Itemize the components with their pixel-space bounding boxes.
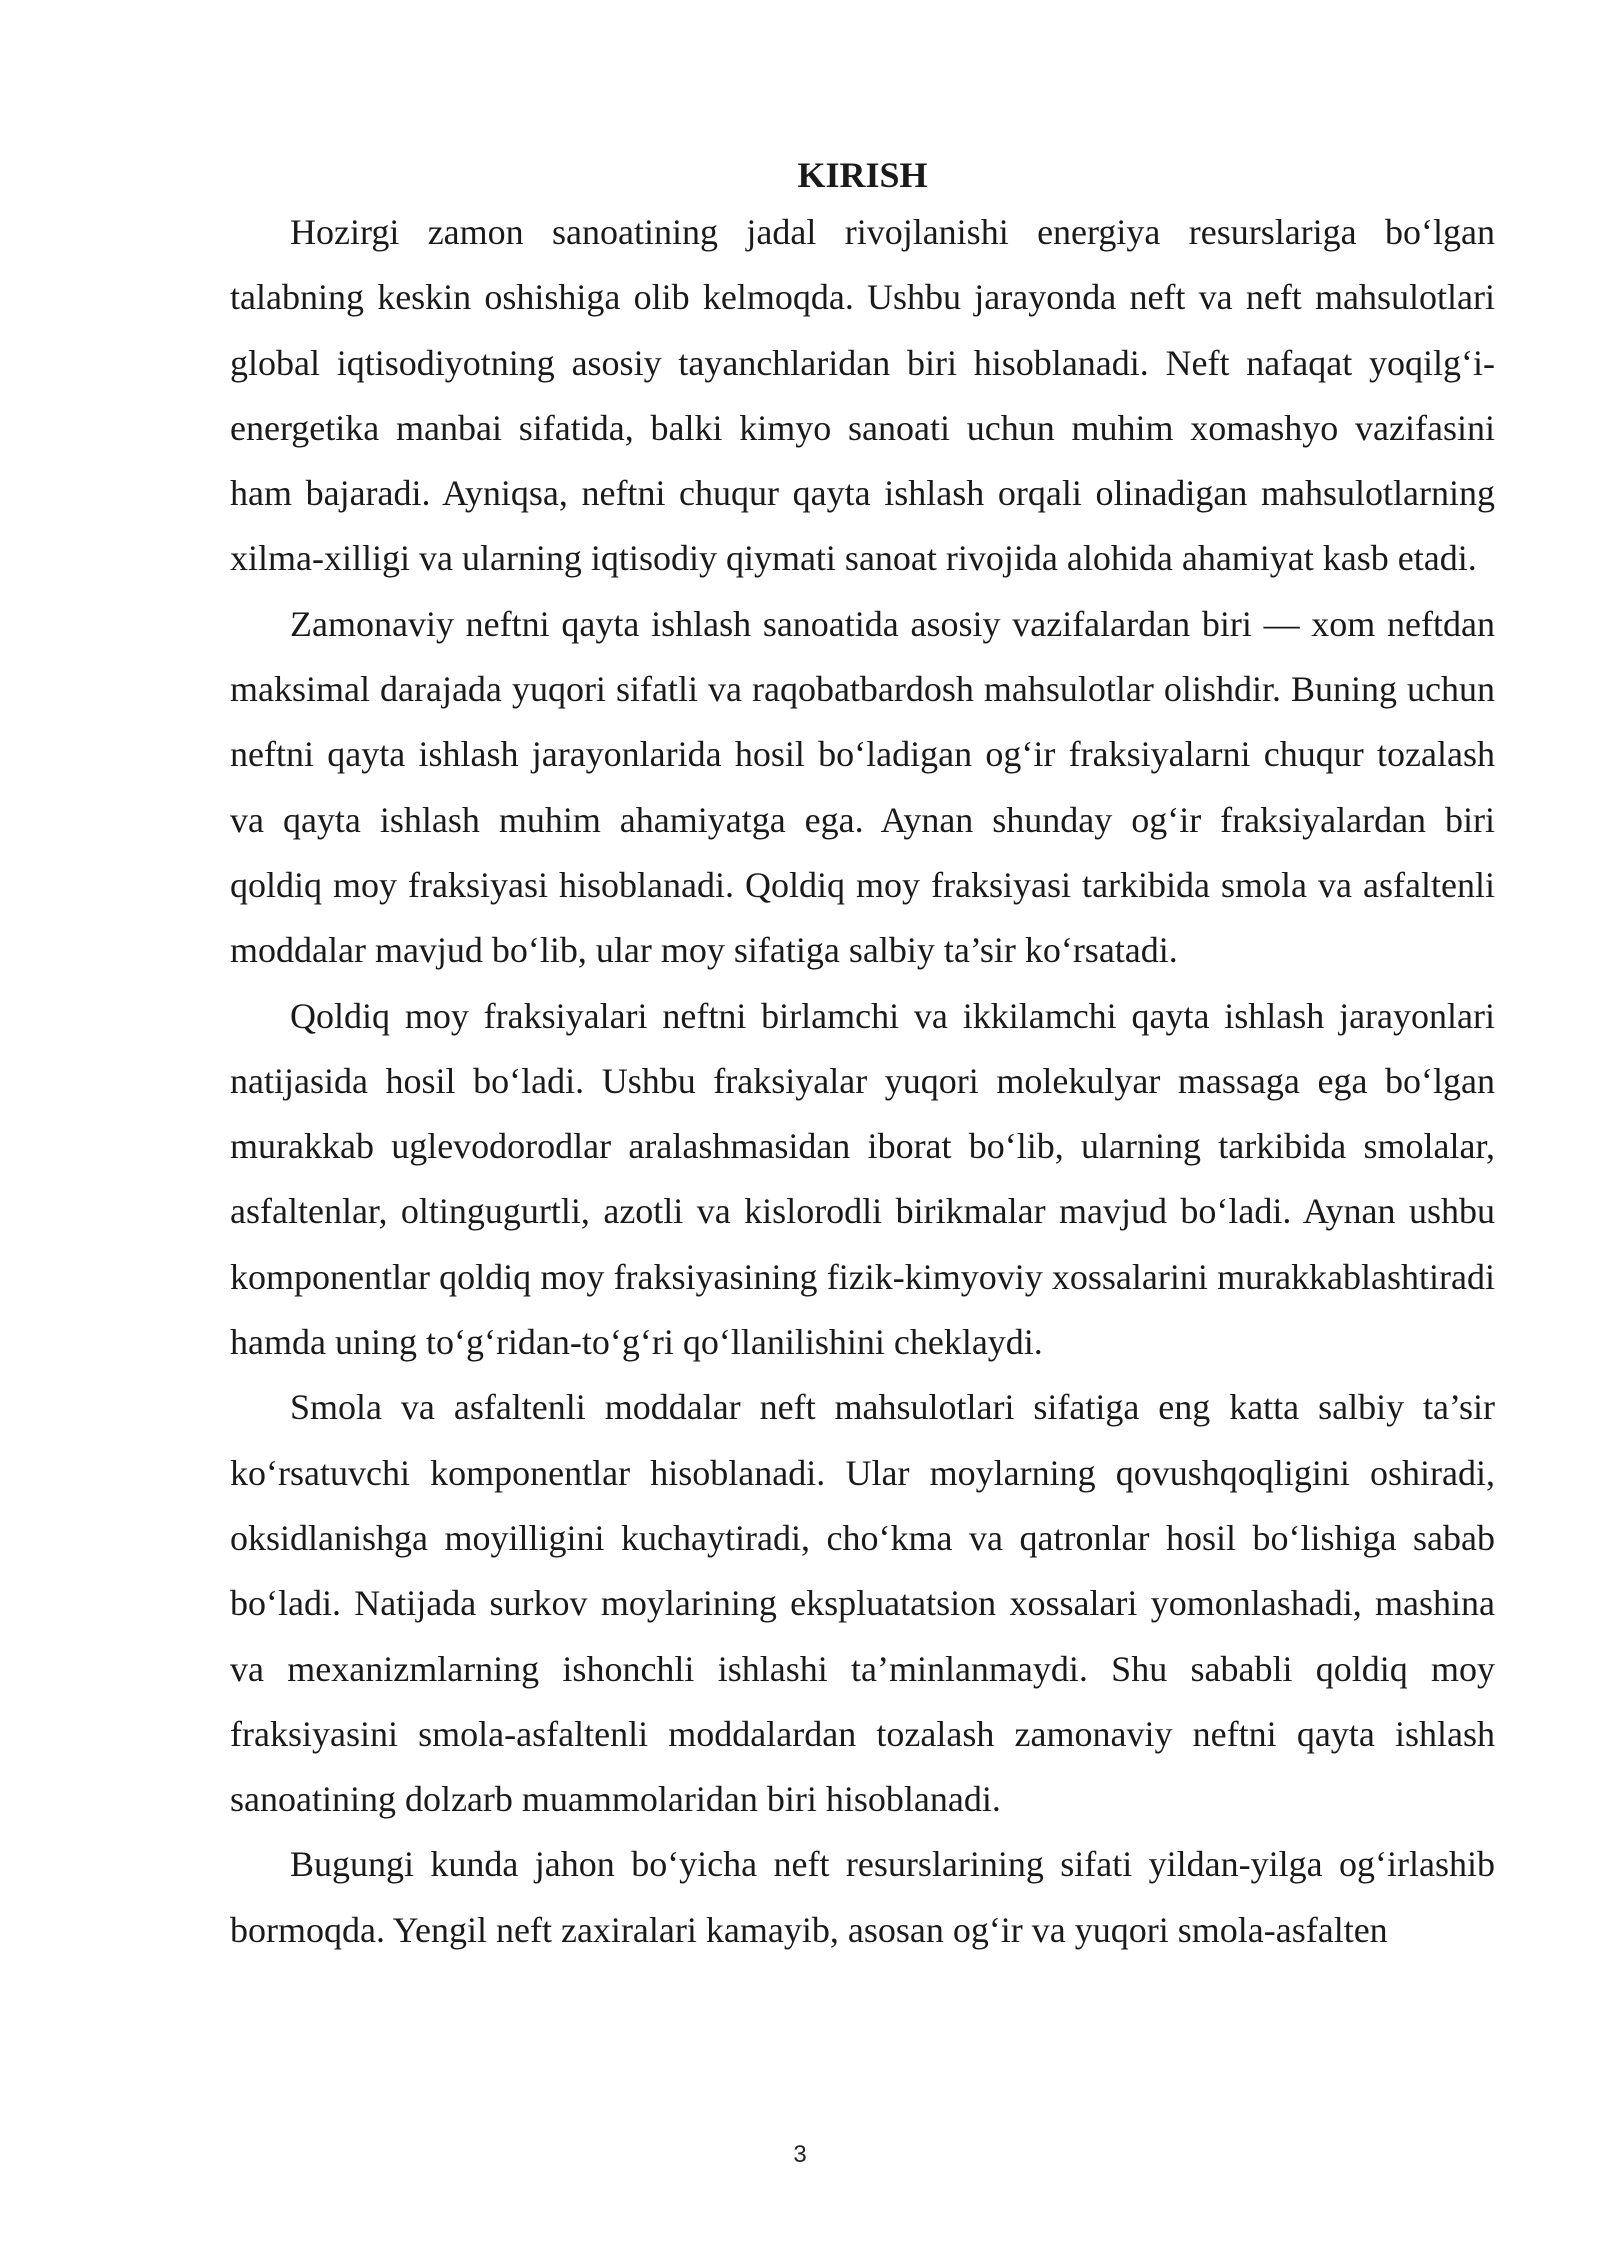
page-content — [230, 150, 1495, 1963]
paragraph-4: Smola va asfaltenli moddalar neft mahsulotlari sifatiga eng katta salbiy ta’sir ko‘rsatuvchi komponentlar hisoblanadi. Ular moylarning qovushqoqligini oshiradi, oksidlanishga moyilligini kuchaytiradi, cho‘kma va qatronlar hosil bo‘lishiga sabab bo‘ladi. Natijada surkov moylarining ekspluatatsion xossalari yomonlashadi, mashina va mexanizmlarning ishonchli ishlashi ta’minlanmaydi. Shu sababli qoldiq moy fraksiyasini smola-asfaltenli moddalardan tozalash zamonaviy neftni qayta ishlash sanoatining dolzarb muammolaridan biri hisoblanadi. — [230, 1387, 1495, 1820]
paragraph-3: Qoldiq moy fraksiyalari neftni birlamchi va ikkilamchi qayta ishlash jarayonlari natijasida hosil bo‘ladi. Ushbu fraksiyalar yuqori molekulyar massaga ega bo‘lgan murakkab uglevodorodlar aralashmasidan iborat bo‘lib, ularning tarkibida smolalar, asfaltenlar, oltingugurtli, azotli va kislorodli birikmalar mavjud bo‘ladi. Aynan ushbu komponentlar qoldiq moy fraksiyasining fizik-kimyoviy xossalarini murakkablashtiradi hamda uning to‘g‘ridan-to‘g‘ri qo‘llanilishini cheklaydi. — [230, 995, 1495, 1363]
page-number: 3 — [793, 2141, 807, 2168]
paragraph-1: Hozirgi zamon sanoatining jadal rivojlanishi energiya resurslariga bo‘lgan talabning keskin oshishiga olib kelmoqda. Ushbu jarayonda neft va neft mahsulotlari global iqtisodiyotning asosiy tayanchlaridan biri hisoblanadi. Neft nafaqat yoqilg‘i-energetika manbai sifatida, balki kimyo sanoati uchun muhim xomashyo vazifasini ham bajaradi. Ayniqsa, neftni chuqur qayta ishlash orqali olinadigan mahsulotlarning xilma-xilligi va ularning iqtisodiy qiymati sanoat rivojida alohida ahamiyat kasb etadi. — [230, 212, 1495, 579]
paragraph-2: Zamonaviy neftni qayta ishlash sanoatida asosiy vazifalardan biri — xom neftdan maksimal darajada yuqori sifatli va raqobatbardosh mahsulotlar olishdir. Buning uchun neftni qayta ishlash jarayonlarida hosil bo‘ladigan og‘ir fraksiyalarni chuqur tozalash va qayta ishlash muhim ahamiyatga ega. Aynan shunday og‘ir fraksiyalardan biri qoldiq moy fraksiyasi hisoblanadi. Qoldiq moy fraksiyasi tarkibida smola va asfaltenli moddalar mavjud bo‘lib, ular moy sifatiga salbiy ta’sir ko‘rsatadi. — [230, 603, 1495, 971]
section-heading: KIRISH — [797, 155, 928, 195]
paragraph-5: Bugungi kunda jahon bo‘yicha neft resurslarining sifati yildan-yilga og‘irlashib bormoqda. Yengil neft zaxiralari kamayib, asosan og‘ir va yuqori smola-asfalten — [230, 1844, 1495, 1950]
